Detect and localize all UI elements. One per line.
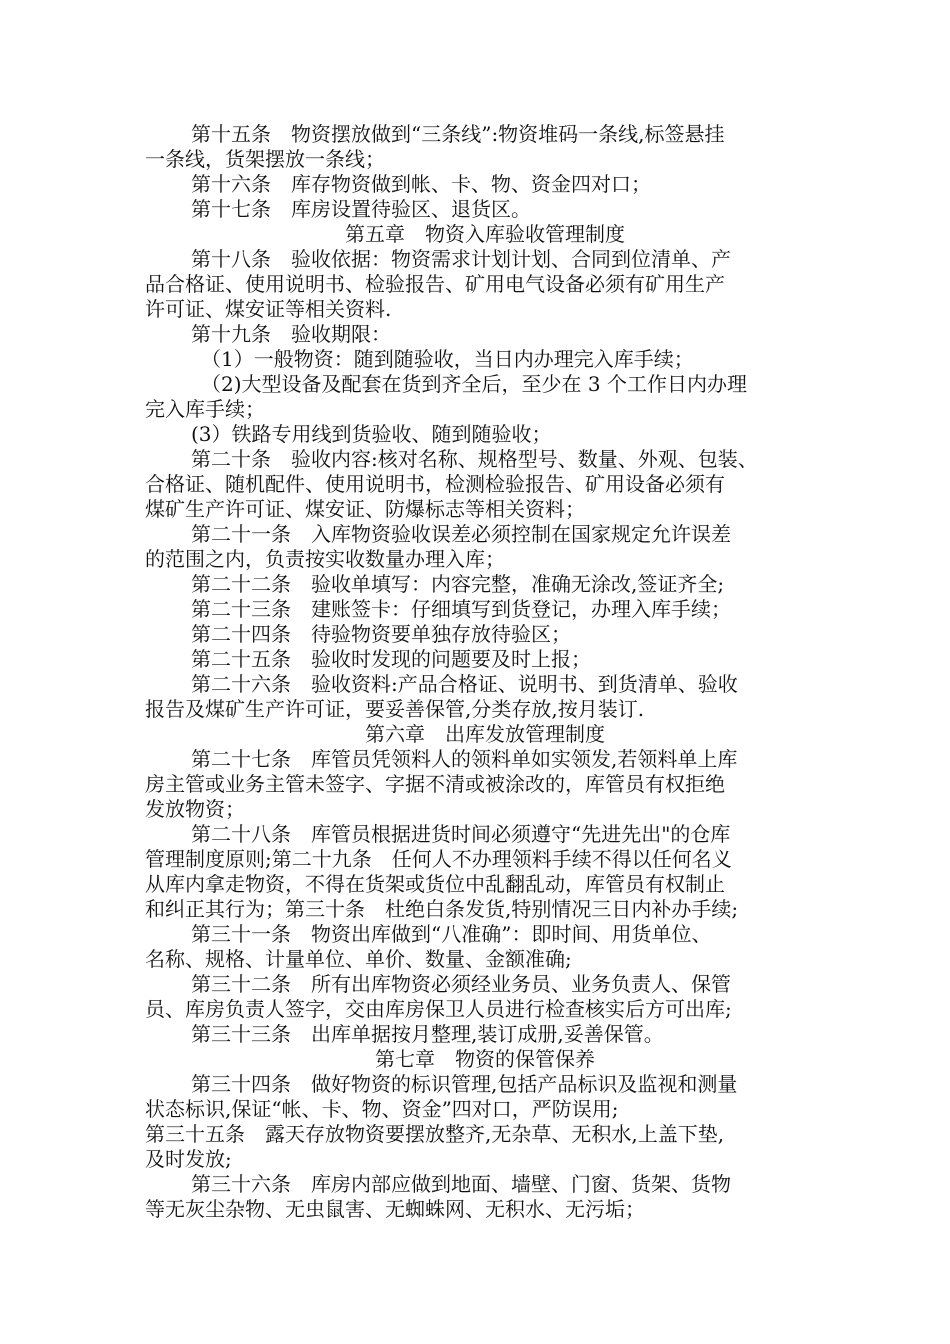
- text-line: 第二十八条 库管员根据进货时间必须遵守“先进先出"的仓库: [191, 822, 731, 846]
- text-line: 一条线，货架摆放一条线；: [145, 147, 385, 171]
- text-line: 管理制度原则;第二十九条 任何人不办理领料手续不得以任何名义: [145, 847, 732, 871]
- text-line: 第三十四条 做好物资的标识管理,包括产品标识及监视和测量: [191, 1072, 738, 1096]
- text-line: 第二十条 验收内容:核对名称、规格型号、数量、外观、包装、: [191, 447, 758, 471]
- chapter-heading: 第五章 物资入库验收管理制度: [345, 222, 625, 246]
- text-line: 第十五条 物资摆放做到“三条线”:物资堆码一条线,标签悬挂: [191, 122, 725, 146]
- chapter-heading: 第七章 物资的保管保养: [375, 1047, 595, 1071]
- text-line: 第二十三条 建账签卡：仔细填写到货登记，办理入库手续；: [191, 597, 731, 621]
- text-line: 合格证、随机配件、使用说明书，检测检验报告、矿用设备必须有: [145, 472, 725, 496]
- text-line: 第三十二条 所有出库物资必须经业务员、业务负责人、保管: [191, 972, 731, 996]
- text-line: 第十七条 库房设置待验区、退货区。: [191, 197, 531, 221]
- text-line: 状态标识,保证“帐、卡、物、资金”四对口，严防误用;: [145, 1097, 619, 1121]
- text-line: 第三十一条 物资出库做到“八准确”：即时间、用货单位、: [191, 922, 712, 946]
- text-line: 员、库房负责人签字，交由库房保卫人员进行检查核实后方可出库;: [145, 997, 732, 1021]
- text-line: 和纠正其行为；第三十条 杜绝白条发货,特别情况三日内补办手续;: [145, 897, 739, 921]
- text-line: 第三十三条 出库单据按月整理,装订成册,妥善保管。: [191, 1022, 664, 1046]
- text-line: 等无灰尘杂物、无虫鼠害、无蜘蛛网、无积水、无污垢；: [145, 1197, 645, 1221]
- text-line: 名称、规格、计量单位、单价、数量、金额准确;: [145, 947, 572, 971]
- document-body: [145, 122, 825, 1222]
- text-line: 第二十二条 验收单填写：内容完整，准确无涂改,签证齐全;: [191, 572, 725, 596]
- text-line: 第二十四条 待验物资要单独存放待验区；: [191, 622, 571, 646]
- chapter-heading: 第六章 出库发放管理制度: [365, 722, 605, 746]
- text-line: 报告及煤矿生产许可证，要妥善保管,分类存放,按月装订.: [145, 697, 645, 721]
- text-line: 第十六条 库存物资做到帐、卡、物、资金四对口；: [191, 172, 651, 196]
- text-line: （2)大型设备及配套在货到齐全后，至少在 3 个工作日内办理: [201, 372, 747, 396]
- text-line: 第二十五条 验收时发现的问题要及时上报；: [191, 647, 591, 671]
- text-line: 第三十六条 库房内部应做到地面、墙壁、门窗、货架、货物: [191, 1172, 731, 1196]
- text-line: 从库内拿走物资，不得在货架或货位中乱翻乱动，库管员有权制止: [145, 872, 725, 896]
- text-line: 第十九条 验收期限：: [191, 322, 391, 346]
- text-line: 许可证、煤安证等相关资料.: [145, 297, 392, 321]
- text-line: 及时发放;: [145, 1147, 232, 1171]
- text-line: 第二十七条 库管员凭领料人的领料单如实领发,若领料单上库: [191, 747, 738, 771]
- text-line: （1）一般物资：随到随验收，当日内办理完入库手续；: [201, 347, 694, 371]
- text-line: 第十八条 验收依据：物资需求计划计划、合同到位清单、产: [191, 247, 731, 271]
- text-line: 完入库手续；: [145, 397, 265, 421]
- text-line: 第三十五条 露天存放物资要摆放整齐,无杂草、无积水,上盖下垫,: [145, 1122, 725, 1146]
- text-line: 第二十一条 入库物资验收误差必须控制在国家规定允许误差: [191, 522, 731, 546]
- text-line: 的范围之内，负责按实收数量办理入库；: [145, 547, 505, 571]
- text-line: 发放物资；: [145, 797, 245, 821]
- text-line: 第二十六条 验收资料:产品合格证、说明书、到货清单、验收: [191, 672, 738, 696]
- text-line: 品合格证、使用说明书、检验报告、矿用电气设备必须有矿用生产: [145, 272, 725, 296]
- text-line: 煤矿生产许可证、煤安证、防爆标志等相关资料；: [145, 497, 585, 521]
- text-line: (3）铁路专用线到货验收、随到随验收；: [191, 422, 552, 446]
- text-line: 房主管或业务主管未签字、字据不清或被涂改的，库管员有权拒绝: [145, 772, 725, 796]
